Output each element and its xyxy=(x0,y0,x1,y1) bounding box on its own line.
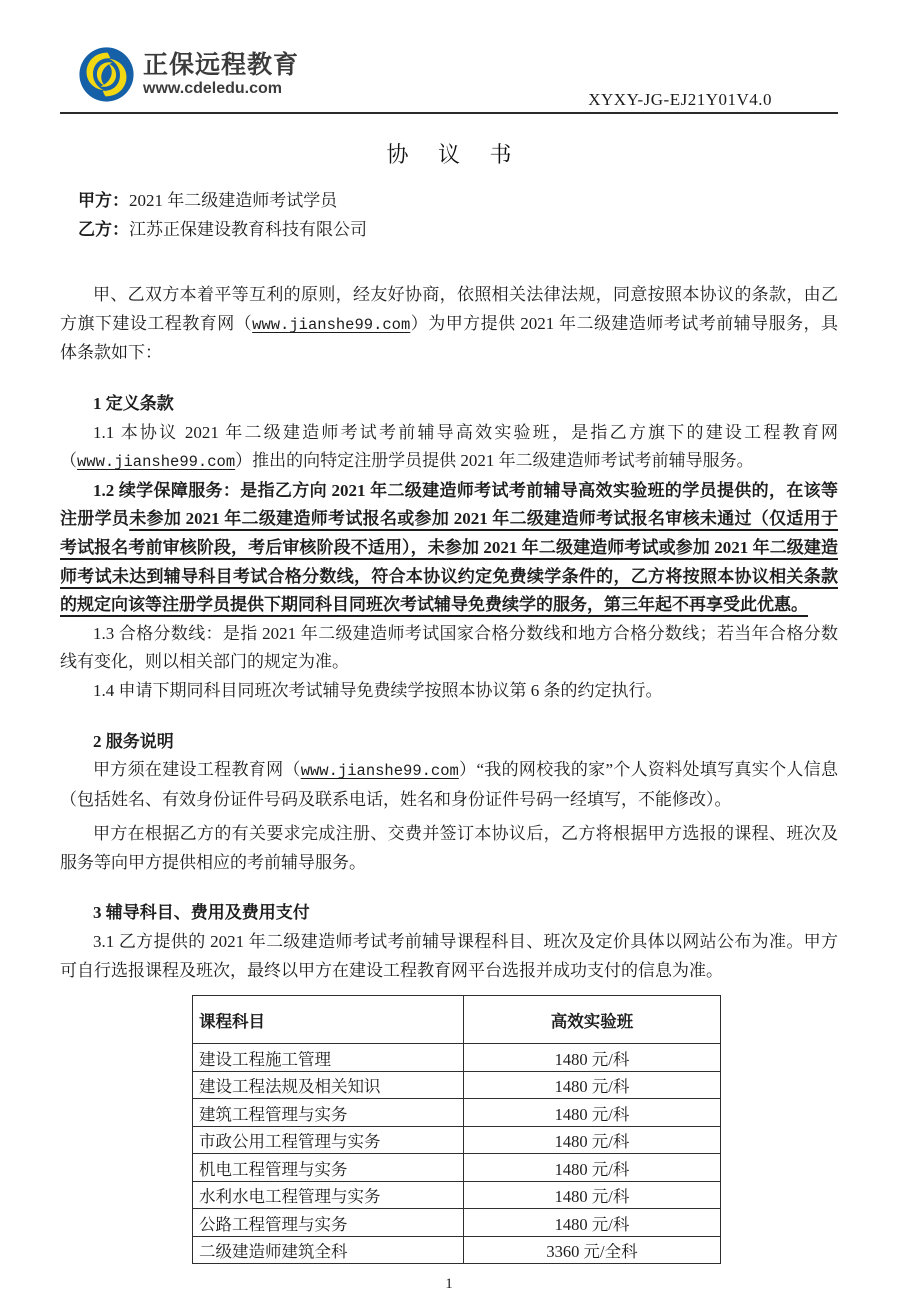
subject-cell: 建设工程施工管理 xyxy=(193,1044,464,1072)
price-cell: 1480 元/科 xyxy=(464,1044,721,1072)
table-row xyxy=(193,1044,721,1072)
price-cell: 1480 元/科 xyxy=(464,1181,721,1209)
section-2-paragraph-1 xyxy=(60,756,838,814)
table-header-row xyxy=(193,996,721,1044)
section-3-heading: 3 辅导科目、费用及费用支付 xyxy=(93,903,310,923)
subject-cell: 水利水电工程管理与实务 xyxy=(193,1181,464,1209)
subject-cell: 建筑工程管理与实务 xyxy=(193,1099,464,1127)
party-b-line xyxy=(60,216,838,245)
intro-paragraph xyxy=(60,281,838,368)
brand-website-url: www.cdeledu.com xyxy=(143,79,282,97)
table-row xyxy=(193,1071,721,1099)
subject-cell: 建设工程法规及相关知识 xyxy=(193,1071,464,1099)
intro-text-pre: 甲、乙双方本着平等互利的原则，经友好协商，依照相关法律法规，同意按照本协议的条款，由乙方旗下建设工程教育网（ xyxy=(60,285,838,333)
clause-1-1 xyxy=(60,419,838,477)
document-code: XYXY-JG-EJ21Y01V4.0 xyxy=(588,90,772,109)
intro-text-post: ）为甲方提供 2021 年二级建造师考试考前辅导服务，具体条款如下： xyxy=(60,313,839,363)
section-2-p1-text-post: ）“我的网校我的家”个人资料处填写真实个人信息（包括姓名、有效身份证件号码及联系电话，姓名和身份证件号码一经填写，不能修改）。 xyxy=(60,760,839,809)
party-a-line xyxy=(60,187,838,216)
price-cell: 1480 元/科 xyxy=(464,1154,721,1182)
table-row xyxy=(193,1154,721,1182)
clause-1-1-text-post: ）推出的向特定注册学员提供 2021 年二级建造师考试考前辅导服务。 xyxy=(235,451,754,471)
column-header-subject: 课程科目 xyxy=(193,996,464,1044)
party-a-label: 甲方： xyxy=(78,191,129,210)
column-header-class: 高效实验班 xyxy=(464,996,721,1044)
price-cell: 1480 元/科 xyxy=(464,1099,721,1127)
party-a-value: 2021 年二级建造师考试学员 xyxy=(129,191,338,210)
jianshe99-link: www.jianshe99.com xyxy=(300,762,459,781)
price-cell: 3360 元/全科 xyxy=(464,1236,721,1264)
section-2-paragraph-2: 甲方在根据乙方的有关要求完成注册、交费并签订本协议后，乙方将根据甲方选报的课程、班次及服务等向甲方提供相应的考前辅导服务。 xyxy=(60,824,838,872)
document-header xyxy=(60,46,838,108)
header-divider xyxy=(60,112,838,114)
price-cell: 1480 元/科 xyxy=(464,1071,721,1099)
subject-cell: 公路工程管理与实务 xyxy=(193,1209,464,1237)
brand-text xyxy=(143,51,299,99)
clause-3-1: 3.1 乙方提供的 2021 年二级建造师考试考前辅导课程科目、班次及定价具体以网站公布为准。甲方可自行选报课程及班次，最终以甲方在建设工程教育网平台选报并成功支付的信息为准。 xyxy=(60,932,838,980)
section-2-heading: 2 服务说明 xyxy=(93,731,174,751)
course-price-table xyxy=(192,995,721,1264)
subject-cell: 市政公用工程管理与实务 xyxy=(193,1126,464,1154)
table-row xyxy=(193,1126,721,1154)
clause-1-4: 1.4 申请下期同科目同班次考试辅导免费续学按照本协议第 6 条的约定执行。 xyxy=(93,680,663,700)
jianshe99-link: www.jianshe99.com xyxy=(252,315,411,334)
clause-1-1-text-pre: 1.1 本协议 2021 年二级建造师考试考前辅导高效实验班，是指乙方旗下的建设工程教育网（ xyxy=(60,422,838,471)
table-row xyxy=(193,1099,721,1127)
table-row xyxy=(193,1236,721,1264)
party-b-value: 江苏正保建设教育科技有限公司 xyxy=(129,219,367,239)
brand xyxy=(78,46,299,103)
brand-logo-icon xyxy=(78,46,135,103)
section-1-heading: 1 定义条款 xyxy=(93,393,174,413)
brand-name: 正保远程教育 xyxy=(143,50,300,79)
party-b-label: 乙方： xyxy=(78,219,129,239)
clause-1-3: 1.3 合格分数线：是指 2021 年二级建造师考试国家合格分数线和地方合格分数线；若当年合格分数线有变化，则以相关部门的规定为准。 xyxy=(60,623,838,672)
jianshe99-link: www.jianshe99.com xyxy=(77,453,236,472)
subject-cell: 机电工程管理与实务 xyxy=(193,1154,464,1182)
document-title: 协 议 书 xyxy=(386,142,524,167)
price-cell: 1480 元/科 xyxy=(464,1209,721,1237)
clause-1-2-text: 1.2 续学保障服务：是指乙方向 2021 年二级建造师考试考前辅导高效实验班的学员提供的，在该等注册学员 xyxy=(60,480,838,529)
subject-cell: 二级建造师建筑全科 xyxy=(193,1236,464,1264)
page-number: 1 xyxy=(445,1276,453,1293)
table-row xyxy=(193,1209,721,1237)
clause-1-2 xyxy=(60,477,838,620)
clause-1-2-underlined-text: 未参加 2021 年二级建造师考试报名或参加 2021 年二级建造师考试报名审核未通过（仅适用于考试报名考前审核阶段，考后审核阶段不适用），未参加 2021 年二级建造师考试或参加 2021 年二级建造师考试未达到辅导科目考试合格分数线，符合本协议约定免费续学条件的，乙方将按照本协议相关条款的规定向该等注册学员提供下期同科目同班次考试辅导免费续学的服务，第三年起不再享受此优惠。 xyxy=(60,509,839,615)
price-cell: 1480 元/科 xyxy=(464,1126,721,1154)
section-2-p1-text-pre: 甲方须在建设工程教育网（ xyxy=(93,760,301,780)
table-row xyxy=(193,1181,721,1209)
